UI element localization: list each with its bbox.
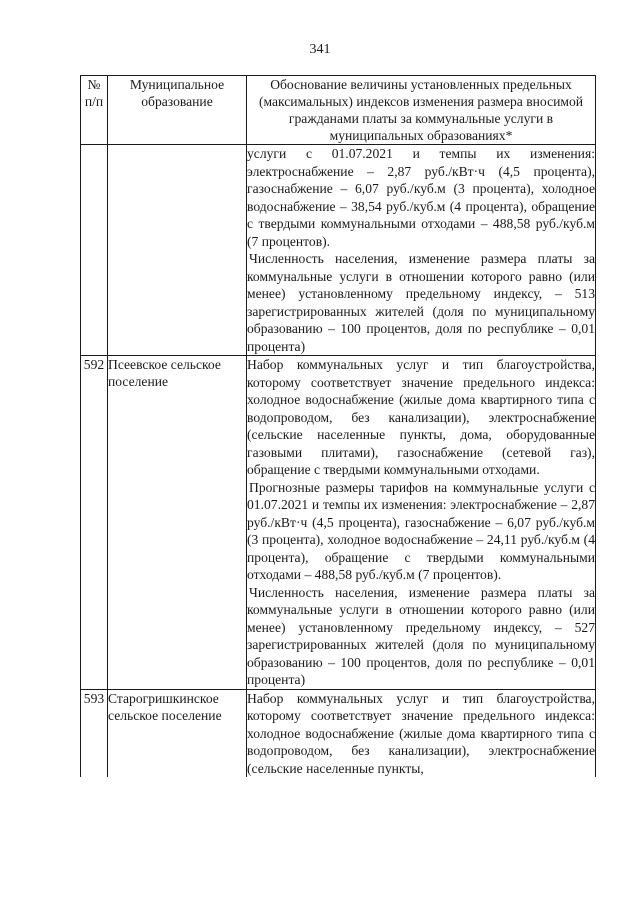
page-number: 341 [309,42,331,57]
row-municipality: Псеевское сельское поселение [108,356,247,690]
row-number [81,145,108,356]
table-row [81,145,596,356]
justification-paragraph: услуги с 01.07.2021 и темпы их изменения: электроснабжение – 2,87 руб./кВт·ч (4,5 процента), газоснабжение – 6,07 руб./куб.м (3 процента), холодное водоснабжение – 38,54 руб./куб.м (4 процента), обращение с твердыми коммунальными отходами – 488,58 руб./куб.м (7 процентов). [247,146,595,249]
header-number: № п/п [81,76,108,145]
row-justification [247,689,596,777]
row-municipality: Старогришкинское сельское поселение [108,689,247,777]
justification-paragraph: Численность населения, изменение размера платы за коммунальные услуги в отношении которого равно (или менее) установленному предельному индексу, – 527 зарегистрированных жителей (доля по муниципальному образованию – 100 процентов, доля по республике – 0,01 процента) [247,584,595,687]
row-justification [247,356,596,690]
row-number: 593 [81,689,108,777]
justification-paragraph: Набор коммунальных услуг и тип благоустройства, которому соответствует значение предельного индекса: холодное водоснабжение (жилые дома квартирного типа с водопроводом, без канализации), электроснабжение (сельские населенные пункты, дома, оборудованные газовыми плитами), газоснабжение (сетевой газ), обращение с твердыми коммунальными отходами. [247,357,595,477]
table-header-row [81,76,596,145]
table-row [81,356,596,690]
justification-paragraph: Прогнозные размеры тарифов на коммунальные услуги с 01.07.2021 и темпы их изменения: электроснабжение – 2,87 руб./кВт·ч (4,5 процента), газоснабжение – 6,07 руб./куб.м (3 процента), холодное водоснабжение – 24,11 руб./куб.м (4 процента), обращение с твердыми коммунальными отходами – 488,58 руб./куб.м (7 процентов). [247,479,595,582]
justification-paragraph: Численность населения, изменение размера платы за коммунальные услуги в отношении которого равно (или менее) установленному предельному индексу, – 513 зарегистрированных жителей (доля по муниципальному образованию – 100 процентов, доля по республике – 0,01 процента) [247,251,595,354]
table-row [81,689,596,777]
header-justification: Обоснование величины установленных предельных (максимальных) индексов изменения размера вносимой гражданами платы за коммунальные услуги в муниципальных образованиях* [247,76,596,145]
row-justification [247,145,596,356]
row-municipality [108,145,247,356]
justification-paragraph: Набор коммунальных услуг и тип благоустройства, которому соответствует значение предельного индекса: холодное водоснабжение (жилые дома квартирного типа с водопроводом, без канализации), электроснабжение (сельские населенные пункты, [247,690,595,776]
header-municipality: Муниципальное образование [108,76,247,145]
tariff-index-table [80,75,596,777]
row-number: 592 [81,356,108,690]
